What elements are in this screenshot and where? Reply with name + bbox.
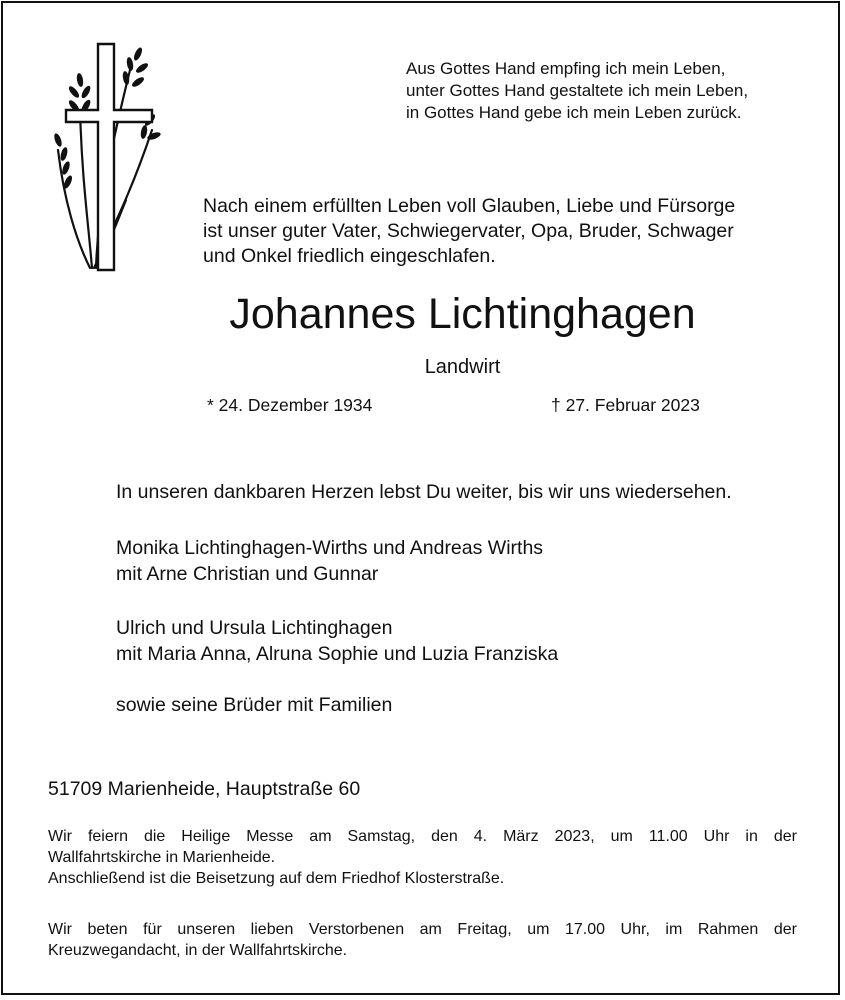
intro-text: [203, 194, 735, 269]
intro-line: ist unser guter Vater, Schwiegervater, Opa, Bruder, Schwager: [203, 220, 734, 242]
intro-line: Nach einem erfüllten Leben voll Glauben, Liebe und Fürsorge: [203, 195, 736, 217]
mourner-group: [116, 692, 392, 718]
birth-date: * 24. Dezember 1934: [207, 395, 373, 415]
deceased-name: Johannes Lichtinghagen: [229, 290, 696, 338]
mourner-line: mit Arne Christian und Gunnar: [116, 563, 379, 585]
farewell-text: In unseren dankbaren Herzen lebst Du weiter, bis wir uns wiedersehen.: [116, 481, 732, 503]
intro-line: und Onkel friedlich eingeschlafen.: [203, 245, 496, 267]
prayer-notice: [48, 919, 797, 961]
deceased-occupation: Landwirt: [424, 356, 501, 378]
notice-line: Anschließend ist die Beisetzung auf dem Friedhof Klosterstraße.: [48, 870, 505, 887]
address: 51709 Marienheide, Hauptstraße 60: [48, 778, 361, 800]
poem-line: Aus Gottes Hand empfing ich mein Leben,: [406, 59, 726, 78]
mass-notice: [48, 826, 797, 889]
mourner-line: mit Maria Anna, Alruna Sophie und Luzia Franziska: [116, 643, 559, 665]
death-date: † 27. Februar 2023: [551, 395, 700, 415]
farewell-line: [116, 479, 732, 505]
poem-line: in Gottes Hand gebe ich mein Leben zurück.: [406, 103, 742, 122]
poem-line: unter Gottes Hand gestaltete ich mein Leben,: [406, 81, 749, 100]
notice-line: Wallfahrtskirche in Marienheide.: [48, 849, 276, 866]
notice-line: Wir beten für unseren lieben Verstorbenen am Freitag, um 17.00 Uhr, im Rahmen der: [48, 921, 797, 938]
mourner-group: [116, 535, 543, 587]
mourner-line: Monika Lichtinghagen-Wirths und Andreas Wirths: [116, 537, 544, 559]
cross-with-wheat-icon: [52, 40, 162, 272]
notice-line: Wir feiern die Heilige Messe am Samstag, den 4. März 2023, um 11.00 Uhr in der: [48, 828, 797, 845]
mourner-line: sowie seine Brüder mit Familien: [116, 694, 393, 716]
mourner-group: [116, 615, 558, 667]
poem: [406, 58, 748, 124]
mourner-line: Ulrich und Ursula Lichtinghagen: [116, 617, 393, 639]
notice-line: Kreuzwegandacht, in der Wallfahrtskirche.: [48, 942, 348, 959]
